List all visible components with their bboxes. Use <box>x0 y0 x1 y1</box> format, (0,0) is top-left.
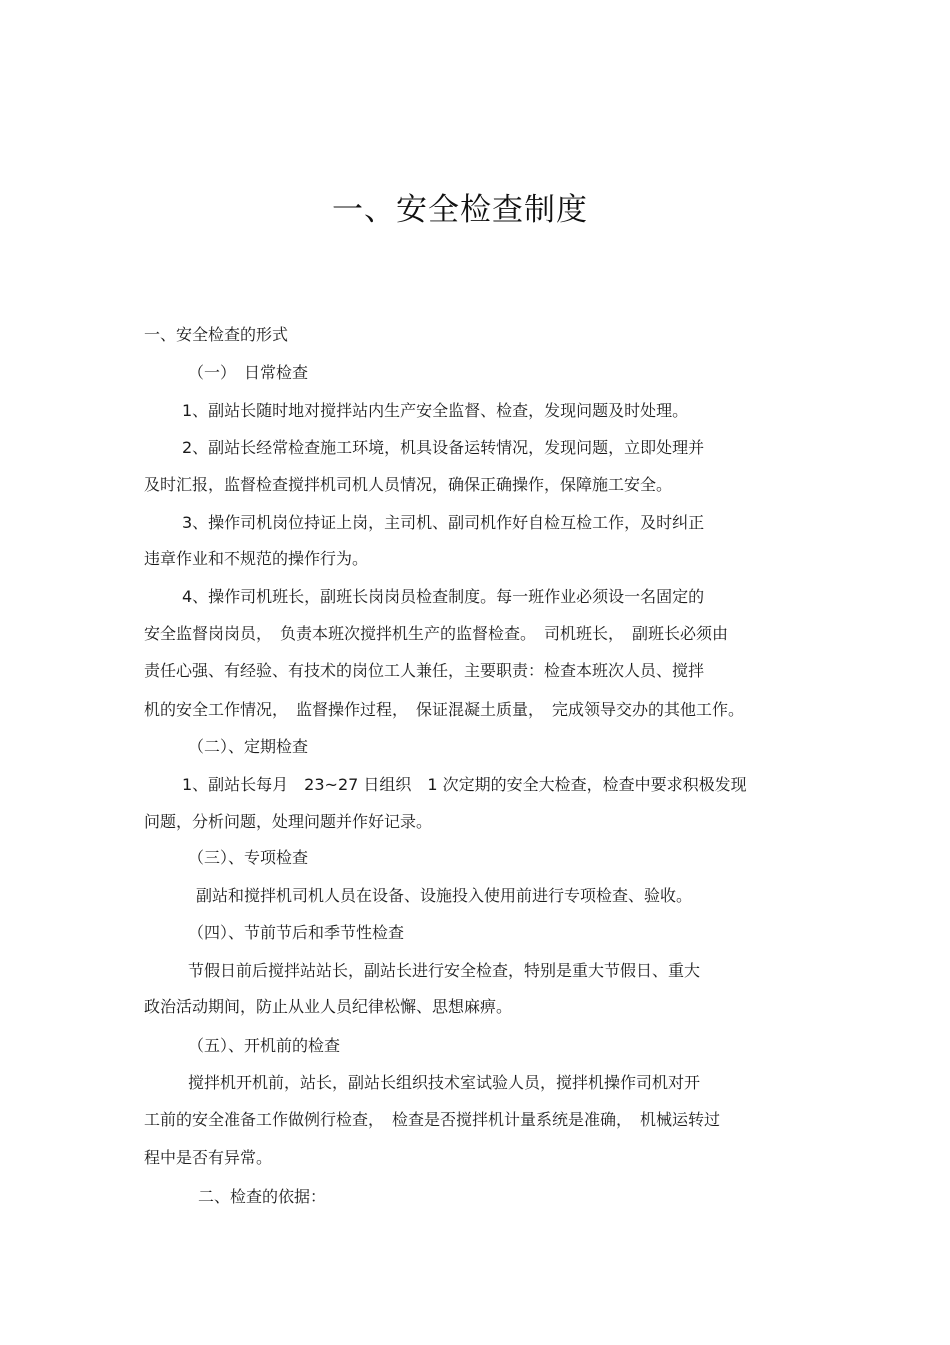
paragraph-line: 安全监督岗岗员， 负责本班次搅拌机生产的监督检查。 司机班长， 副班长必须由 <box>144 624 729 643</box>
paragraph-line: 问题，分析问题，处理问题并作好记录。 <box>144 812 433 831</box>
paragraph-line: 4、操作司机班长，副班长岗岗员检查制度。每一班作业必须设一名固定的 <box>182 587 705 606</box>
subsection-heading: （三）、专项检查 <box>188 848 309 867</box>
section-heading: 一、安全检查的形式 <box>144 325 289 344</box>
paragraph-line: 政治活动期间，防止从业人员纪律松懈、思想麻痹。 <box>144 997 513 1016</box>
paragraph-line: 1、副站长随时地对搅拌站内生产安全监督、检查，发现问题及时处理。 <box>182 401 689 420</box>
document-title: 一、安全检查制度 <box>332 192 588 228</box>
paragraph-line: 副站和搅拌机司机人员在设备、设施投入使用前进行专项检查、验收。 <box>196 886 693 905</box>
paragraph-line: 程中是否有异常。 <box>144 1148 273 1167</box>
paragraph-line: 3、操作司机岗位持证上岗，主司机、副司机作好自检互检工作，及时纠正 <box>182 513 705 532</box>
subsection-heading: （五）、开机前的检查 <box>188 1036 341 1055</box>
paragraph-line: 1、副站长每月 23~27 日组织 1 次定期的安全大检查，检查中要求积极发现 <box>182 775 747 794</box>
subsection-heading: （一） 日常检查 <box>188 363 309 382</box>
paragraph-line: 及时汇报，监督检查搅拌机司机人员情况，确保正确操作，保障施工安全。 <box>144 475 673 494</box>
paragraph-line: 违章作业和不规范的操作行为。 <box>144 549 369 568</box>
paragraph-line: 节假日前后搅拌站站长，副站长进行安全检查，特别是重大节假日、重大 <box>188 961 701 980</box>
paragraph-line: 机的安全工作情况， 监督操作过程， 保证混凝土质量， 完成领导交办的其他工作。 <box>144 700 745 719</box>
paragraph-line: 责任心强、有经验、有技术的岗位工人兼任，主要职责：检查本班次人员、搅拌 <box>144 661 705 680</box>
section-heading: 二、检查的依据： <box>198 1187 327 1206</box>
paragraph-line: 工前的安全准备工作做例行检查， 检查是否搅拌机计量系统是准确， 机械运转过 <box>144 1110 721 1129</box>
paragraph-line: 2、副站长经常检查施工环境，机具设备运转情况，发现问题，立即处理并 <box>182 438 705 457</box>
subsection-heading: （四）、节前节后和季节性检查 <box>188 923 405 942</box>
paragraph-line: 搅拌机开机前，站长，副站长组织技术室试验人员，搅拌机操作司机对开 <box>188 1073 701 1092</box>
subsection-heading: （二）、定期检查 <box>188 737 309 756</box>
